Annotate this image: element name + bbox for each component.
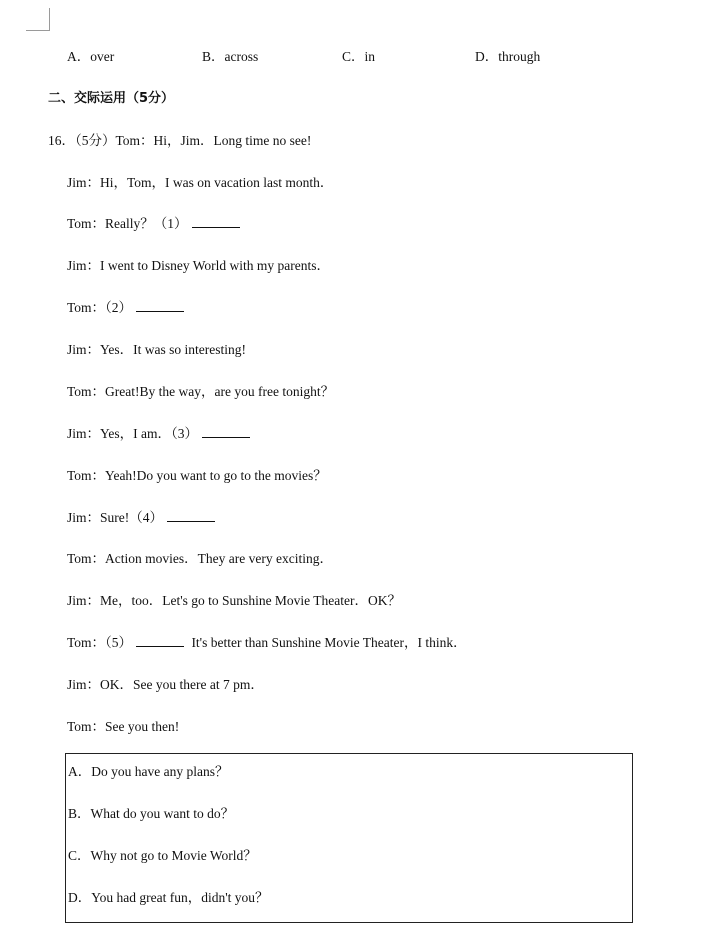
dialogue-text: Tom：Great!By the way，are you free tonight？ bbox=[67, 384, 335, 399]
dialogue-line-12 bbox=[67, 592, 401, 610]
dialogue-line-15 bbox=[67, 718, 179, 736]
answer-blank-3[interactable] bbox=[202, 425, 250, 438]
prev-option-d bbox=[475, 48, 540, 66]
dialogue-text: Jim：Me，too．Let's go to Sunshine Movie Theater．OK？ bbox=[67, 593, 402, 608]
dialogue-line-14 bbox=[67, 676, 264, 694]
dialogue-line-5 bbox=[67, 299, 184, 317]
dialogue-line-4 bbox=[67, 257, 330, 275]
dialogue-line-1 bbox=[48, 132, 311, 150]
answer-blank-4[interactable] bbox=[167, 509, 215, 522]
option-text: in bbox=[364, 49, 376, 64]
option-text: over bbox=[90, 49, 115, 64]
dialogue-line-10 bbox=[67, 509, 215, 527]
dialogue-line-6 bbox=[67, 341, 246, 359]
dialogue-text: Jim：Sure!（4） bbox=[67, 510, 163, 525]
prev-option-b bbox=[202, 48, 258, 66]
dialogue-text: Jim：Yes，I am．（3） bbox=[67, 426, 199, 441]
option-letter: C． bbox=[342, 49, 365, 64]
dialogue-text: Jim：Hi，Tom，I was on vacation last month． bbox=[67, 175, 334, 190]
dialogue-line-11 bbox=[67, 550, 333, 568]
option-text: across bbox=[224, 49, 259, 64]
dialogue-text: Tom：See you then! bbox=[67, 719, 180, 734]
dialogue-line-2 bbox=[67, 174, 333, 192]
option-text: through bbox=[498, 49, 541, 64]
question-number: 16．（5分） bbox=[48, 133, 116, 148]
page-corner-mark bbox=[26, 8, 50, 31]
choice-c: C．Why not go to Movie World？ bbox=[68, 848, 257, 863]
answer-blank-2[interactable] bbox=[136, 299, 184, 312]
answer-blank-5[interactable] bbox=[136, 634, 184, 647]
answer-blank-1[interactable] bbox=[192, 215, 240, 228]
dialogue-text: Tom：Hi，Jim．Long time no see! bbox=[115, 133, 312, 148]
dialogue-text: Tom：（5） bbox=[67, 635, 133, 650]
dialogue-text-suffix: It's better than Sunshine Movie Theater，I think． bbox=[191, 635, 467, 650]
choice-b: B．What do you want to do？ bbox=[68, 806, 235, 821]
choice-a: A．Do you have any plans？ bbox=[68, 764, 229, 779]
prev-option-c bbox=[342, 48, 375, 66]
dialogue-text: Tom：Yeah!Do you want to go to the movies？ bbox=[67, 468, 327, 483]
dialogue-line-9 bbox=[67, 467, 327, 485]
dialogue-line-13 bbox=[67, 634, 467, 652]
dialogue-text: Tom：Really？（1） bbox=[67, 216, 188, 231]
option-letter: D． bbox=[475, 49, 499, 64]
dialogue-text: Tom：Action movies．They are very exciting． bbox=[67, 551, 333, 566]
option-letter: A． bbox=[67, 49, 91, 64]
dialogue-line-3 bbox=[67, 215, 240, 233]
section-title: 二、交际运用（5分） bbox=[48, 91, 175, 106]
dialogue-text: Jim：Yes．It was so interesting! bbox=[67, 342, 247, 357]
dialogue-line-7 bbox=[67, 383, 334, 401]
choice-d: D．You had great fun，didn't you？ bbox=[68, 890, 269, 905]
option-letter: B． bbox=[202, 49, 225, 64]
dialogue-text: Jim：OK．See you there at 7 pm． bbox=[67, 677, 264, 692]
dialogue-text: Jim：I went to Disney World with my parents． bbox=[67, 258, 331, 273]
dialogue-line-8 bbox=[67, 425, 250, 443]
prev-option-a bbox=[67, 48, 114, 66]
dialogue-text: Tom：（2） bbox=[67, 300, 133, 315]
choices-box bbox=[65, 753, 633, 923]
